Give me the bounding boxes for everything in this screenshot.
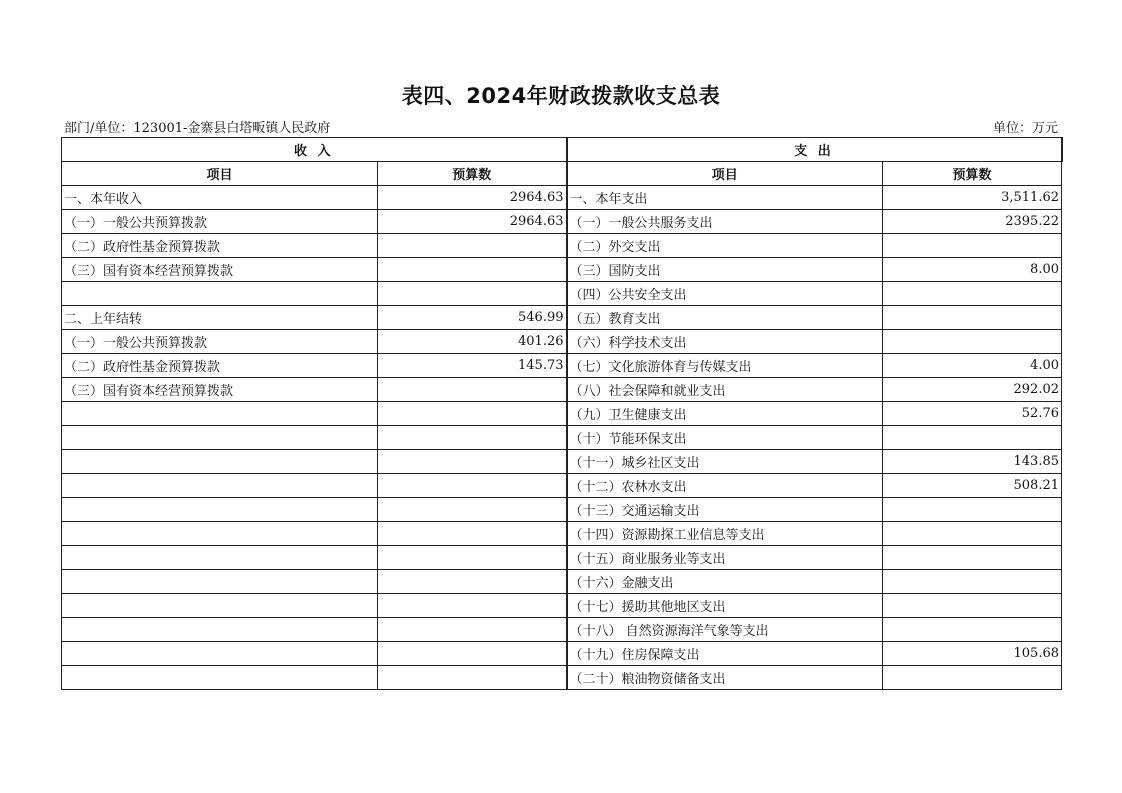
expense-budget-cell bbox=[883, 618, 1062, 642]
unit-label: 单位：万元 bbox=[992, 121, 1058, 136]
section-header-row bbox=[62, 138, 1062, 162]
expense-budget-cell bbox=[883, 570, 1062, 594]
income-item-cell: （三）国有资本经营预算拨款 bbox=[62, 378, 378, 402]
table-row bbox=[62, 570, 1062, 594]
income-item-cell bbox=[62, 594, 378, 618]
expense-budget-header: 预算数 bbox=[883, 162, 1062, 186]
expense-budget-cell: 508.21 bbox=[883, 474, 1062, 498]
income-item-cell bbox=[62, 570, 378, 594]
column-header-row bbox=[62, 162, 1062, 186]
income-budget-cell bbox=[378, 546, 567, 570]
income-item-cell bbox=[62, 450, 378, 474]
income-budget-cell: 2964.63 bbox=[378, 210, 567, 234]
income-budget-cell bbox=[378, 642, 567, 666]
income-budget-cell bbox=[378, 234, 567, 258]
table-row bbox=[62, 474, 1062, 498]
expense-budget-cell bbox=[883, 330, 1062, 354]
income-item-cell bbox=[62, 426, 378, 450]
expense-item-cell: （六）科学技术支出 bbox=[567, 330, 883, 354]
income-item-cell bbox=[62, 522, 378, 546]
income-budget-cell bbox=[378, 522, 567, 546]
income-item-cell: （二）政府性基金预算拨款 bbox=[62, 234, 378, 258]
income-budget-header: 预算数 bbox=[378, 162, 567, 186]
income-budget-cell bbox=[378, 666, 567, 690]
income-budget-cell bbox=[378, 594, 567, 618]
table-row bbox=[62, 546, 1062, 570]
expense-item-cell: （二）外交支出 bbox=[567, 234, 883, 258]
income-item-cell bbox=[62, 666, 378, 690]
table-row bbox=[62, 498, 1062, 522]
expense-budget-cell: 292.02 bbox=[883, 378, 1062, 402]
income-item-cell bbox=[62, 618, 378, 642]
income-item-cell: （一）一般公共预算拨款 bbox=[62, 210, 378, 234]
expense-item-cell: （四）公共安全支出 bbox=[567, 282, 883, 306]
expense-budget-cell bbox=[883, 498, 1062, 522]
expense-item-cell: （十四）资源勘探工业信息等支出 bbox=[567, 522, 883, 546]
income-section-header: 收 入 bbox=[62, 138, 567, 162]
expense-budget-cell bbox=[883, 594, 1062, 618]
table-row bbox=[62, 402, 1062, 426]
expense-item-cell: （五）教育支出 bbox=[567, 306, 883, 330]
expense-budget-cell bbox=[883, 666, 1062, 690]
table-row bbox=[62, 306, 1062, 330]
income-item-cell: （三）国有资本经营预算拨款 bbox=[62, 258, 378, 282]
income-item-cell bbox=[62, 498, 378, 522]
income-budget-cell bbox=[378, 450, 567, 474]
expense-section-header: 支 出 bbox=[567, 138, 1062, 162]
income-budget-cell: 145.73 bbox=[378, 354, 567, 378]
income-item-cell: 二、上年结转 bbox=[62, 306, 378, 330]
table-row bbox=[62, 354, 1062, 378]
income-budget-cell bbox=[378, 570, 567, 594]
table-row bbox=[62, 234, 1062, 258]
table-row bbox=[62, 330, 1062, 354]
expense-item-cell: （十八） 自然资源海洋气象等支出 bbox=[567, 618, 883, 642]
expense-item-cell: （七）文化旅游体育与传媒支出 bbox=[567, 354, 883, 378]
expense-item-cell: （九）卫生健康支出 bbox=[567, 402, 883, 426]
expense-budget-cell: 143.85 bbox=[883, 450, 1062, 474]
expense-item-cell: （八）社会保障和就业支出 bbox=[567, 378, 883, 402]
income-budget-cell bbox=[378, 426, 567, 450]
expense-budget-cell: 3,511.62 bbox=[883, 186, 1062, 210]
table-row bbox=[62, 522, 1062, 546]
income-item-cell: 一、本年收入 bbox=[62, 186, 378, 210]
expense-item-cell: （二十）粮油物资储备支出 bbox=[567, 666, 883, 690]
page-title: 表四、2024年财政拨款收支总表 bbox=[401, 84, 721, 108]
table-row bbox=[62, 666, 1062, 690]
expense-item-cell: （十三）交通运输支出 bbox=[567, 498, 883, 522]
expense-item-cell: （十六）金融支出 bbox=[567, 570, 883, 594]
expense-budget-cell: 52.76 bbox=[883, 402, 1062, 426]
income-budget-cell bbox=[378, 474, 567, 498]
expense-budget-cell bbox=[883, 522, 1062, 546]
income-item-cell: （二）政府性基金预算拨款 bbox=[62, 354, 378, 378]
expense-budget-cell: 2395.22 bbox=[883, 210, 1062, 234]
expense-budget-cell bbox=[883, 426, 1062, 450]
expense-item-header: 项目 bbox=[567, 162, 883, 186]
budget-table bbox=[61, 137, 1063, 690]
expense-budget-cell: 4.00 bbox=[883, 354, 1062, 378]
table-row bbox=[62, 186, 1062, 210]
income-item-header: 项目 bbox=[62, 162, 378, 186]
table-row bbox=[62, 210, 1062, 234]
expense-item-cell: 一、本年支出 bbox=[567, 186, 883, 210]
income-budget-cell: 401.26 bbox=[378, 330, 567, 354]
table-row bbox=[62, 282, 1062, 306]
income-budget-cell bbox=[378, 498, 567, 522]
table-row bbox=[62, 642, 1062, 666]
expense-budget-cell bbox=[883, 306, 1062, 330]
income-budget-cell bbox=[378, 402, 567, 426]
table-row bbox=[62, 258, 1062, 282]
income-budget-cell: 2964.63 bbox=[378, 186, 567, 210]
table-row bbox=[62, 594, 1062, 618]
income-budget-cell bbox=[378, 282, 567, 306]
expense-budget-cell bbox=[883, 546, 1062, 570]
table-row bbox=[62, 426, 1062, 450]
expense-budget-cell bbox=[883, 234, 1062, 258]
expense-item-cell: （十二）农林水支出 bbox=[567, 474, 883, 498]
income-item-cell bbox=[62, 402, 378, 426]
table-row bbox=[62, 450, 1062, 474]
income-item-cell bbox=[62, 474, 378, 498]
income-budget-cell bbox=[378, 378, 567, 402]
expense-budget-cell: 8.00 bbox=[883, 258, 1062, 282]
expense-item-cell: （三）国防支出 bbox=[567, 258, 883, 282]
income-item-cell bbox=[62, 642, 378, 666]
expense-item-cell: （一）一般公共服务支出 bbox=[567, 210, 883, 234]
expense-item-cell: （十一）城乡社区支出 bbox=[567, 450, 883, 474]
expense-item-cell: （十七）援助其他地区支出 bbox=[567, 594, 883, 618]
income-item-cell bbox=[62, 546, 378, 570]
table-row bbox=[62, 618, 1062, 642]
income-budget-cell bbox=[378, 258, 567, 282]
expense-budget-cell: 105.68 bbox=[883, 642, 1062, 666]
income-item-cell: （一）一般公共预算拨款 bbox=[62, 330, 378, 354]
department-label: 部门/单位：123001-金寨县白塔畈镇人民政府 bbox=[64, 121, 331, 136]
expense-budget-cell bbox=[883, 282, 1062, 306]
table-row bbox=[62, 378, 1062, 402]
expense-item-cell: （十五）商业服务业等支出 bbox=[567, 546, 883, 570]
expense-item-cell: （十九）住房保障支出 bbox=[567, 642, 883, 666]
expense-item-cell: （十）节能环保支出 bbox=[567, 426, 883, 450]
income-item-cell bbox=[62, 282, 378, 306]
income-budget-cell: 546.99 bbox=[378, 306, 567, 330]
income-budget-cell bbox=[378, 618, 567, 642]
